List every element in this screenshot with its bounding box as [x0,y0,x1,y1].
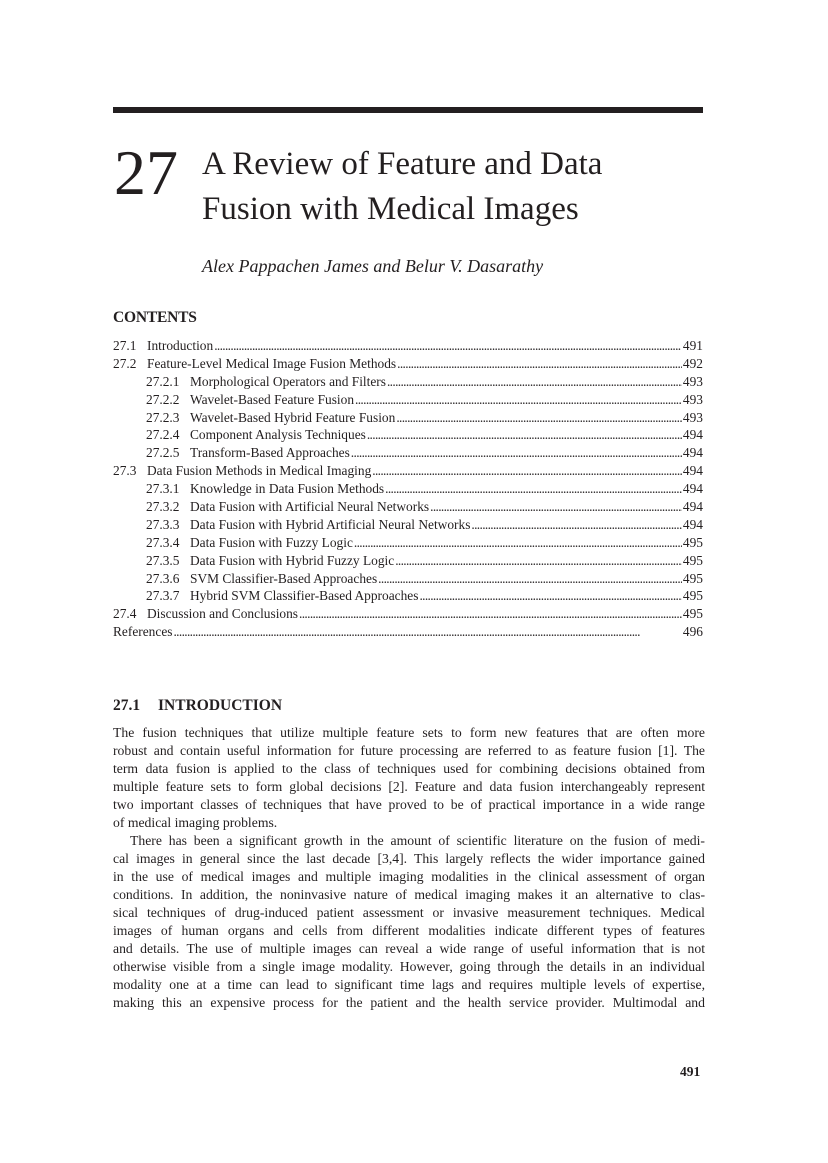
toc-entry-title: References [113,624,173,640]
toc-entry-title: Data Fusion with Artificial Neural Networks [190,499,430,515]
toc-leader-dots [385,480,682,498]
section-number: 27.1 [113,697,141,714]
toc-entry-page: 494 [682,427,703,443]
toc-entry-page: 495 [682,570,703,586]
toc-leader-dots [299,605,682,623]
body-text [113,724,705,1012]
contents-heading: CONTENTS [113,309,197,326]
body-text-line: cal images in general since the last decade [3,4]. This largely reflects the wider importance gained [113,851,705,866]
body-text-line: multiple feature sets to form global decisions [2]. Feature and data fusion interchangeably represent [113,779,705,794]
chapter-title [202,142,702,232]
toc-entry-number: 27.3.7 [146,588,180,604]
toc-entry [113,391,703,409]
toc-entry-number: 27.1 [113,338,137,353]
toc-entry-title: Transform-Based Approaches [190,445,350,461]
toc-leader-dots [355,391,682,409]
toc-entry [113,534,703,552]
toc-entry-page: 493 [682,409,703,425]
body-text-line: sical techniques of drug-induced patient assessment or invasive measurement techniques. Medical [113,905,705,920]
toc-entry-page: 495 [682,552,703,568]
toc-leader-dots [430,498,682,516]
toc-entry-page: 495 [682,588,703,604]
toc-entry-number: 27.3.6 [146,570,180,586]
toc-entry [113,355,703,373]
toc-entry-page: 491 [682,338,703,353]
toc-entry [113,373,703,391]
toc-entry [113,552,703,570]
body-text-line: otherwise visible from a single image modality. However, going through the details in an individual [113,959,705,974]
toc-entry-title: Discussion and Conclusions [147,606,299,622]
toc-leader-dots [396,409,682,427]
toc-leader-dots [387,373,682,391]
toc-entry [113,462,703,480]
toc-entry-number: 27.2 [113,355,137,371]
toc-entry-number: 27.3.5 [146,552,180,568]
toc-entry-title: Data Fusion with Hybrid Fuzzy Logic [190,552,395,568]
body-text-line: images of human organs and cells from different modalities indicate different types of features [113,923,705,938]
toc-leader-dots [173,623,681,641]
chapter-number: 27 [114,137,178,208]
toc-entry-page: 492 [682,355,703,371]
toc-leader-dots [354,534,682,552]
body-text-line: of medical imaging problems. [113,815,278,830]
toc-leader-dots [351,444,682,462]
body-text-line: making this an expensive process for the patient and the health service provider. Multimodal and [113,995,705,1010]
toc-entry-title: Data Fusion with Hybrid Artificial Neural Networks [190,516,471,532]
toc-entry [113,480,703,498]
toc-entry-title: Feature-Level Medical Image Fusion Methods [147,355,397,371]
toc-leader-dots [419,587,681,605]
toc-entry-number: 27.3.1 [146,481,180,497]
toc-entry-title: Wavelet-Based Feature Fusion [190,391,355,407]
toc-entry-page: 493 [682,391,703,407]
toc-entry-title: Introduction [147,338,214,353]
toc-entry-number: 27.2.2 [146,391,180,407]
toc-entry [113,605,703,623]
toc-entry-page: 495 [682,606,703,622]
chapter-authors: Alex Pappachen James and Belur V. Dasarathy [202,256,544,276]
toc-entry [113,337,703,355]
toc-leader-dots [378,570,682,588]
toc-entry-page: 494 [682,445,703,461]
body-text-line: modality one at a time can lead to significant time lags and requires multiple levels of expertise, [113,977,705,992]
toc-entry-number: 27.2.3 [146,409,180,425]
chapter-top-rule [113,107,703,113]
toc-entry-title: Data Fusion with Fuzzy Logic [190,534,353,550]
toc-entry-number: 27.2.1 [146,373,180,389]
body-text-line: The fusion techniques that utilize multiple feature sets to form new features that are often more [113,725,705,740]
toc-entry-number: 27.3 [113,463,137,479]
toc-entry-number: 27.4 [113,606,137,622]
toc-entry [113,498,703,516]
body-text-line: There has been a significant growth in the amount of scientific literature on the fusion of medi- [130,833,705,848]
body-text-line: conditions. In addition, the noninvasive nature of medical imaging makes it an alternative to clas- [113,887,705,902]
toc-entry-number: 27.3.4 [146,534,180,550]
chapter-title-line: Fusion with Medical Images [202,191,579,227]
toc-entry [113,426,703,444]
toc-entry-page: 494 [682,481,703,497]
toc-entry-number: 27.3.2 [146,499,180,515]
toc-entry-page: 495 [682,534,703,550]
body-text-line: and details. The use of multiple images can reveal a wide range of useful information that is not [113,941,705,956]
toc-entry-title: Knowledge in Data Fusion Methods [190,481,385,497]
toc-leader-dots [367,426,682,444]
toc-entry-number: 27.2.4 [146,427,180,443]
toc-leader-dots [395,552,682,570]
toc-entry-page: 494 [682,516,703,532]
chapter-title-line: A Review of Feature and Data [202,146,603,182]
toc-leader-dots [372,462,682,480]
toc-entry [113,516,703,534]
section-title: INTRODUCTION [158,697,283,714]
body-text-line: two important classes of techniques that have proved to be of practical importance in a wide range [113,797,705,812]
toc-entry-number: 27.2.5 [146,445,180,461]
body-text-line: term data fusion is applied to the class of techniques used for combining decisions obtained from [113,761,705,776]
toc-entry-page: 493 [682,373,703,389]
toc-entry-title: Component Analysis Techniques [190,427,366,443]
toc-entry [113,623,703,641]
page-number: 491 [680,1064,701,1079]
body-text-line: robust and contain useful information for future processing are referred to as feature fusion [1]. The [113,743,705,758]
section-heading [113,697,282,715]
toc-leader-dots [397,355,682,373]
toc-entry-page: 496 [682,624,703,640]
toc-entry [113,587,703,605]
toc-entry-number: 27.3.3 [146,516,180,532]
toc-entry-title: Morphological Operators and Filters [190,373,386,389]
toc-entry [113,444,703,462]
toc-leader-dots [214,337,682,355]
toc-entry-page: 494 [682,463,703,479]
toc-entry [113,570,703,588]
toc-entry-title: SVM Classifier-Based Approaches [190,570,378,586]
toc-entry-title: Wavelet-Based Hybrid Feature Fusion [190,409,396,425]
toc-entry [113,409,703,427]
toc-entry-page: 494 [682,499,703,515]
toc-entry-title: Hybrid SVM Classifier-Based Approaches [190,588,419,604]
toc-leader-dots [471,516,682,534]
body-text-line: in the use of medical images and multiple imaging modalities in the clinical assessment of organ [113,869,705,884]
toc-entry-title: Data Fusion Methods in Medical Imaging [147,463,372,479]
table-of-contents [113,337,703,641]
